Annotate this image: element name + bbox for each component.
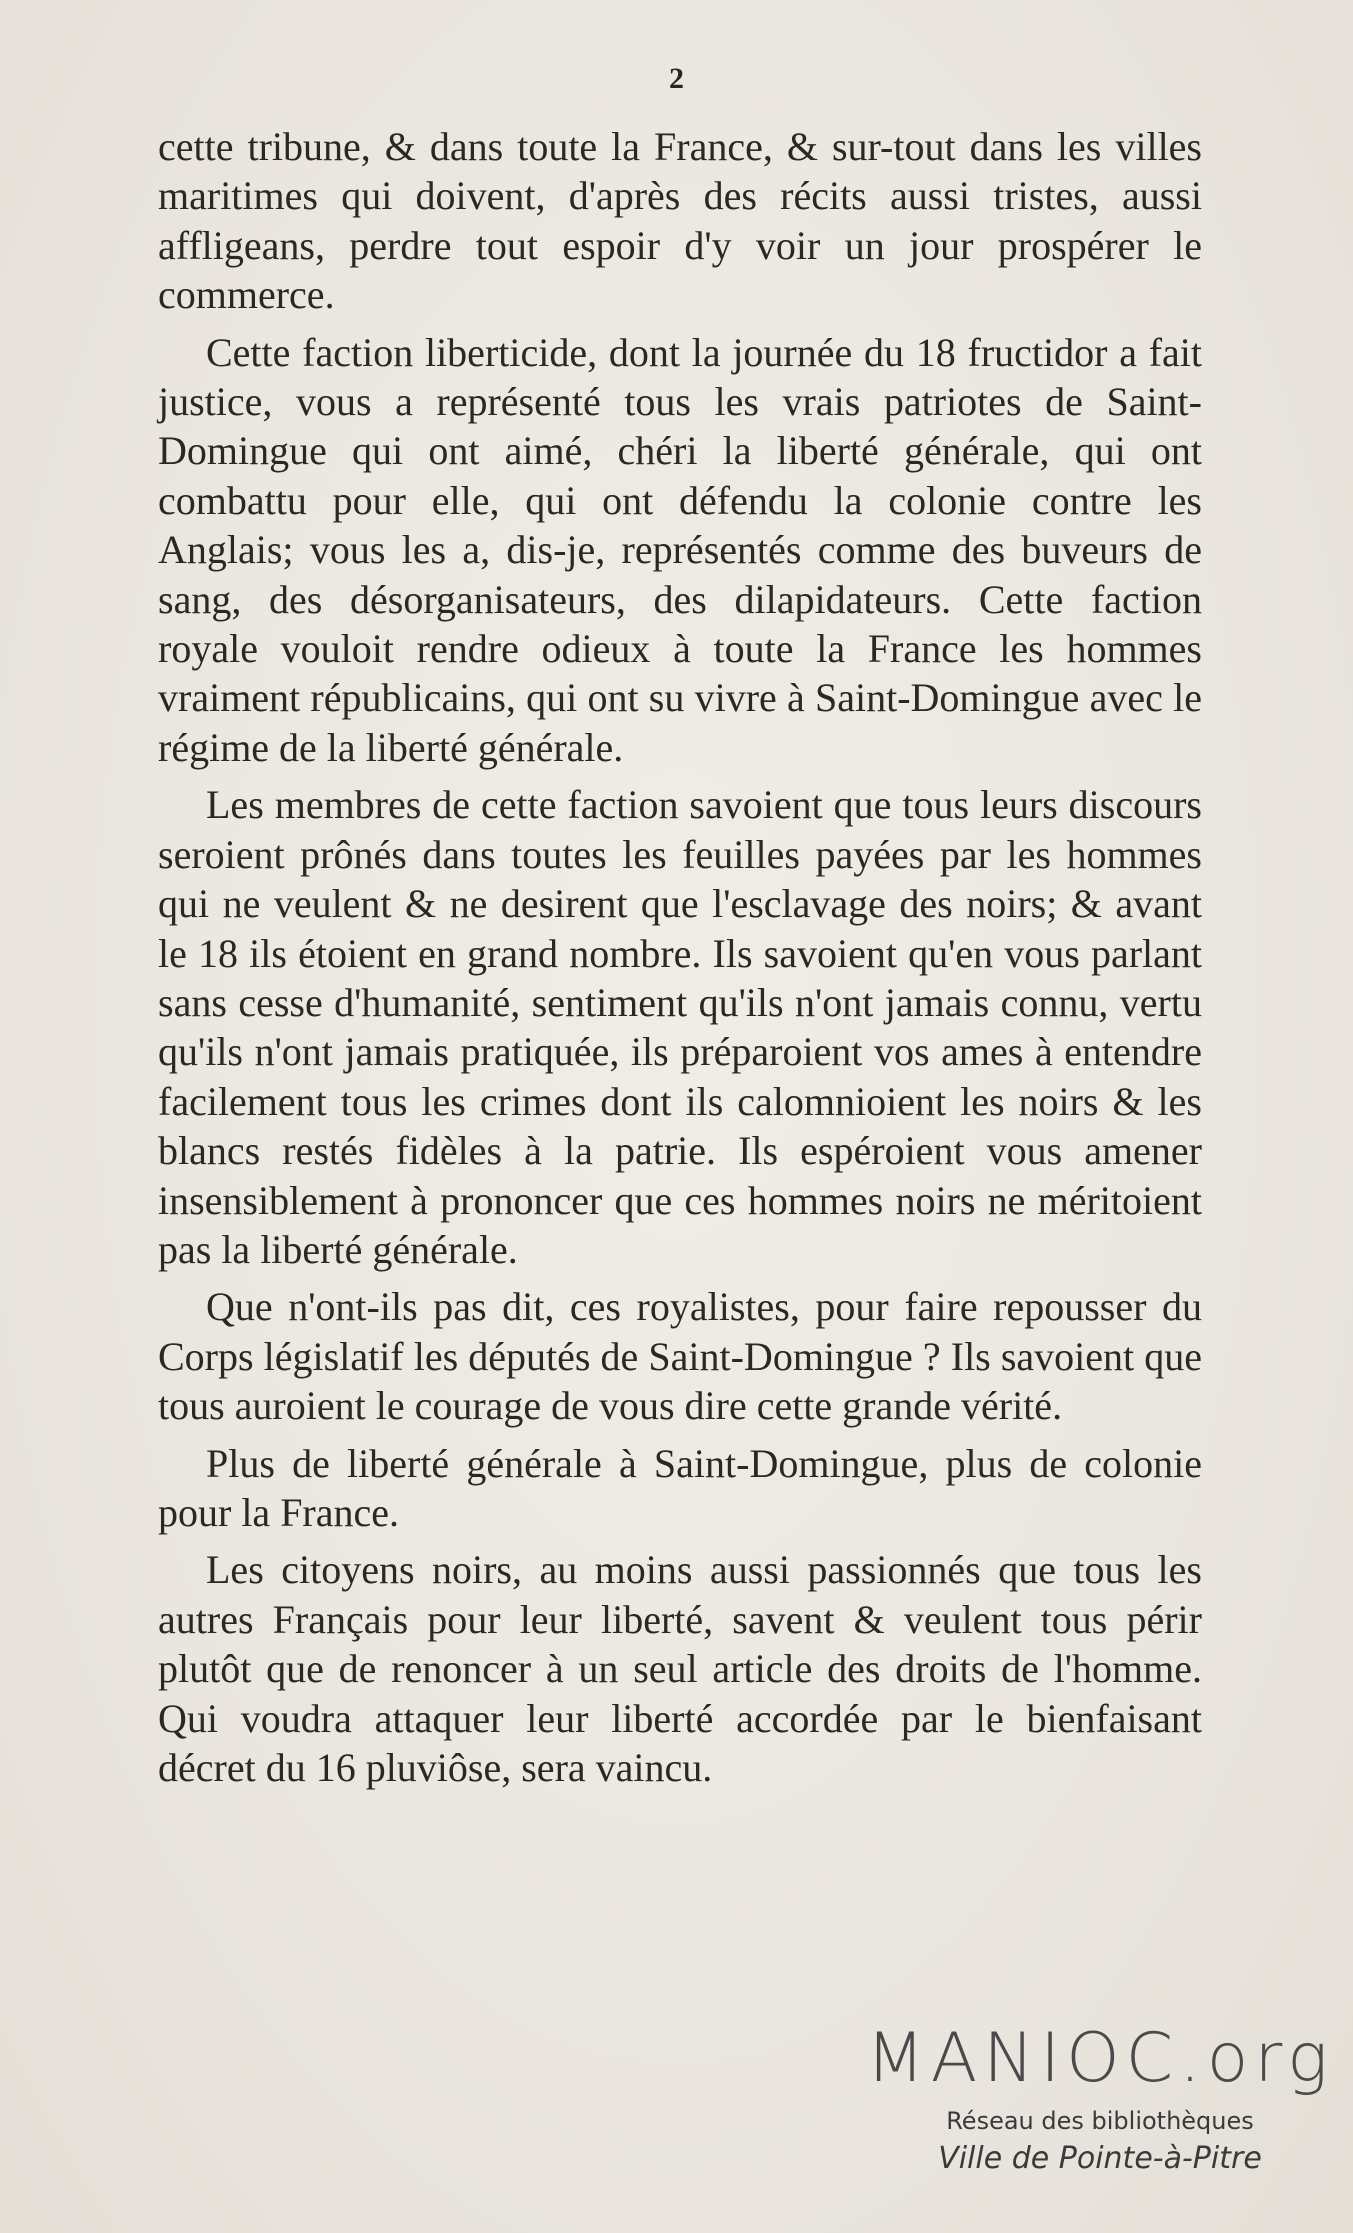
paragraph-6: Les citoyens noirs, au moins aussi passionnés que tous les autres Français pour leur liberté, savent & veulent tous périr plutôt que de renoncer à un seul article des droits de l'homme. Qui voudra attaquer leur liberté accordée par le bienfaisant décret du 16 pluviôse, sera vaincu.: [158, 1547, 1202, 1790]
paragraph-5: Plus de liberté générale à Saint-Domingue, plus de colonie pour la France.: [158, 1440, 1202, 1535]
page-number: 2: [669, 62, 684, 95]
paragraph-1: cette tribune, & dans toute la France, & sur-tout dans les villes maritimes qui doivent, d'après des récits aussi tristes, aussi affligeans, perdre tout espoir d'y voir un jour prospérer le commerce.: [158, 124, 1202, 318]
manioc-logo: MANIOC.org: [866, 2019, 1334, 2098]
manioc-watermark: [860, 2019, 1340, 2176]
watermark-network-line: Réseau des bibliothèques: [946, 2107, 1254, 2135]
paragraph-2: Cette faction liberticide, dont la journée du 18 fructidor a fait justice, vous a représenté tous les vrais patriotes de Saint-Domingue qui ont aimé, chéri la liberté générale, qui ont combattu pour elle, qui ont défendu la colonie contre les Anglais; vous les a, dis-je, représentés comme des buveurs de sang, des désorganisateurs, des dilapidateurs. Cette faction royale vouloit rendre odieux à toute la France les hommes vraiment républicains, qui ont su vivre à Saint-Domingue avec le régime de la liberté générale.: [158, 329, 1202, 770]
paragraph-3: Les membres de cette faction savoient que tous leurs discours seroient prônés dans toutes les feuilles payées par les hommes qui ne veulent & ne desirent que l'esclavage des noirs; & avant le 18 ils étoient en grand nombre. Ils savoient qu'en vous parlant sans cesse d'humanité, sentiment qu'ils n'ont jamais connu, vertu qu'ils n'ont jamais pratiquée, ils préparoient vos ames à entendre facilement tous les crimes dont ils calomnioient les noirs & les blancs restés fidèles à la patrie. Ils espéroient vous amener insensiblement à prononcer que ces hommes noirs ne méritoient pas la liberté générale.: [158, 782, 1202, 1272]
watermark-city-line: Ville de Pointe-à-Pitre: [938, 2141, 1262, 2176]
body-text: [158, 122, 1202, 1800]
paragraph-4: Que n'ont-ils pas dit, ces royalistes, pour faire repousser du Corps législatif les députés de Saint-Domingue ? Ils savoient que tous auroient le courage de vous dire cette grande vérité.: [158, 1284, 1202, 1429]
